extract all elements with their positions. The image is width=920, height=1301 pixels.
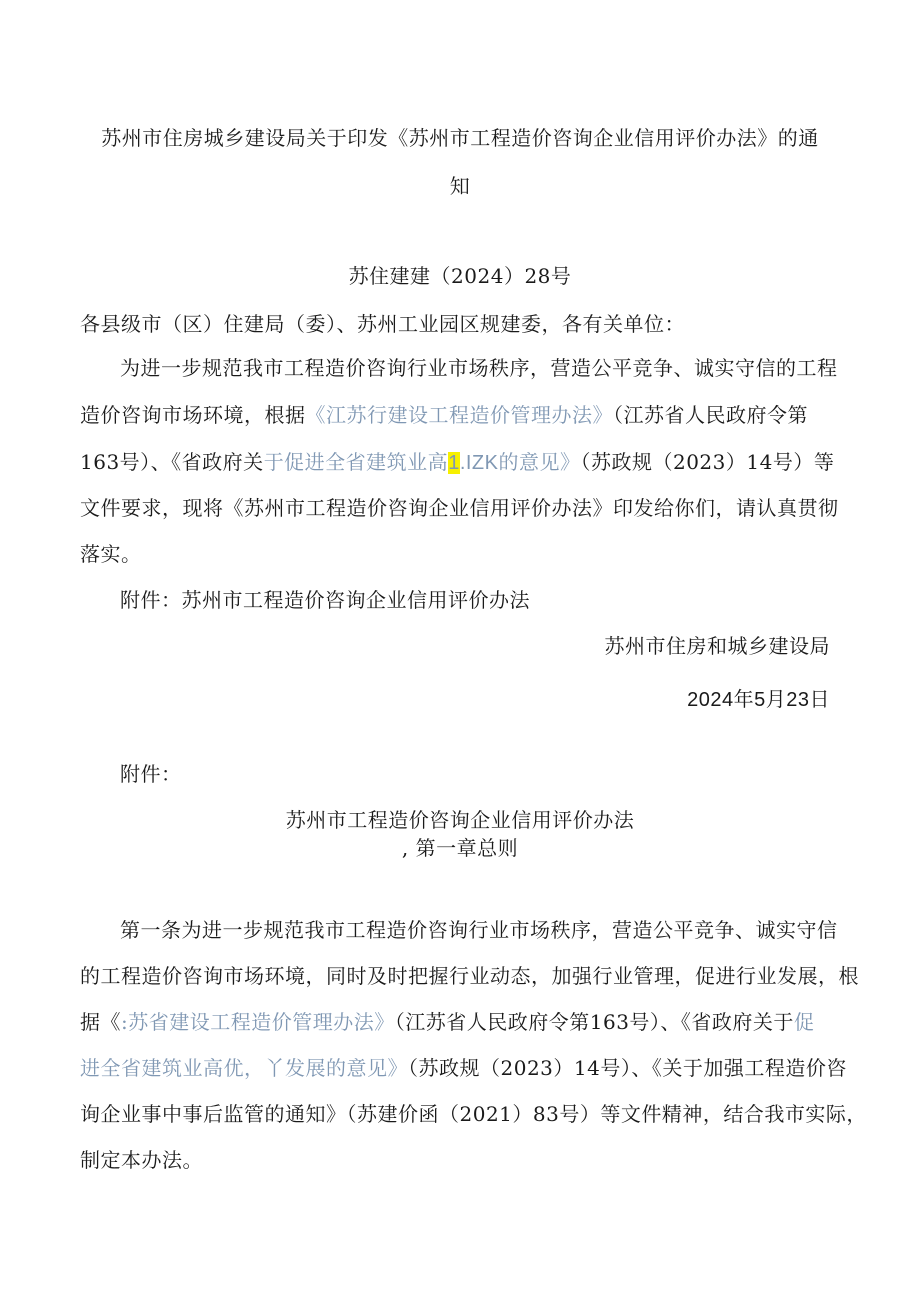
regulation-link-2[interactable]: 于促进全省建筑业高 (263, 450, 449, 474)
para1-line2-tail: （江苏省人民政府令第 (613, 403, 808, 427)
article1-line5: 询企业事中事后监管的通知》（苏建价函（2021）83号）等文件精神，结合我市实际， (80, 1102, 867, 1126)
doc-title-line1: 苏州市住房城乡建设局关于印发《苏州市工程造价咨询企业信用评价办法》的通 (101, 126, 819, 150)
article1-line4-tail: （苏政规（2023）14号）、《关于加强工程造价咨 (408, 1056, 847, 1080)
para1-line3-tail: （苏政规（2023）14号）等 (580, 450, 835, 474)
attachment-line: 附件：苏州市工程造价咨询企业信用评价办法 (120, 588, 530, 612)
para1-line4: 文件要求，现将《苏州市工程造价咨询企业信用评价办法》印发给你们，请认真贯彻 (80, 496, 839, 520)
regulation-link-4-tail[interactable]: 进全省建筑业高优，丫发展的意见》 (80, 1056, 408, 1080)
chapter-heading: , 第一章总则 (401, 836, 519, 860)
annex-title: 苏州市工程造价咨询企业信用评价办法 (285, 808, 635, 832)
para1-line2-text: 造价咨询市场环境，根据 (80, 403, 306, 427)
issue-date: 2024年5月23日 (687, 689, 830, 711)
para1-line3-text: 163号）、《省政府关 (80, 450, 264, 474)
attachment-label: 附件： (120, 762, 182, 786)
article1-line6: 制定本办法。 (80, 1148, 203, 1172)
article1-line2: 的工程造价咨询市场环境，同时及时把握行业动态，加强行业管理，促进行业发展，根 (80, 964, 859, 988)
issuer: 苏州市住房和城乡建设局 (604, 634, 830, 658)
regulation-link-4[interactable]: 促 (793, 1010, 815, 1034)
regulation-link-3[interactable]: :苏省建设工程造价管理办法》 (121, 1010, 395, 1034)
highlighted-text: 1 (448, 452, 460, 474)
article1-line4 (80, 1054, 847, 1082)
para1-line5: 落实。 (80, 542, 142, 566)
recipients: 各县级市（区）住建局（委）、苏州工业园区规建委，各有关单位： (80, 312, 685, 336)
doc-title-line2: 知 (449, 174, 471, 198)
regulation-link-2-tail[interactable]: .IZK的意见》 (459, 452, 581, 474)
para1-line2 (80, 401, 808, 429)
article1-line3-middle: （江苏省人民政府令第163号）、《省政府关于 (394, 1010, 794, 1034)
para1-line3 (80, 448, 834, 477)
doc-number: 苏住建建（2024）28号 (348, 264, 572, 288)
para1-line1: 为进一步规范我市工程造价咨询行业市场秩序，营造公平竞争、诚实守信的工程 (120, 356, 838, 380)
article1-line1: 第一条为进一步规范我市工程造价咨询行业市场秩序，营造公平竞争、诚实守信 (120, 918, 838, 942)
article1-line3 (80, 1008, 814, 1036)
article1-line3-text: 据《 (80, 1010, 121, 1034)
regulation-link-1[interactable]: 《江苏行建设工程造价管理办法》 (305, 403, 613, 427)
